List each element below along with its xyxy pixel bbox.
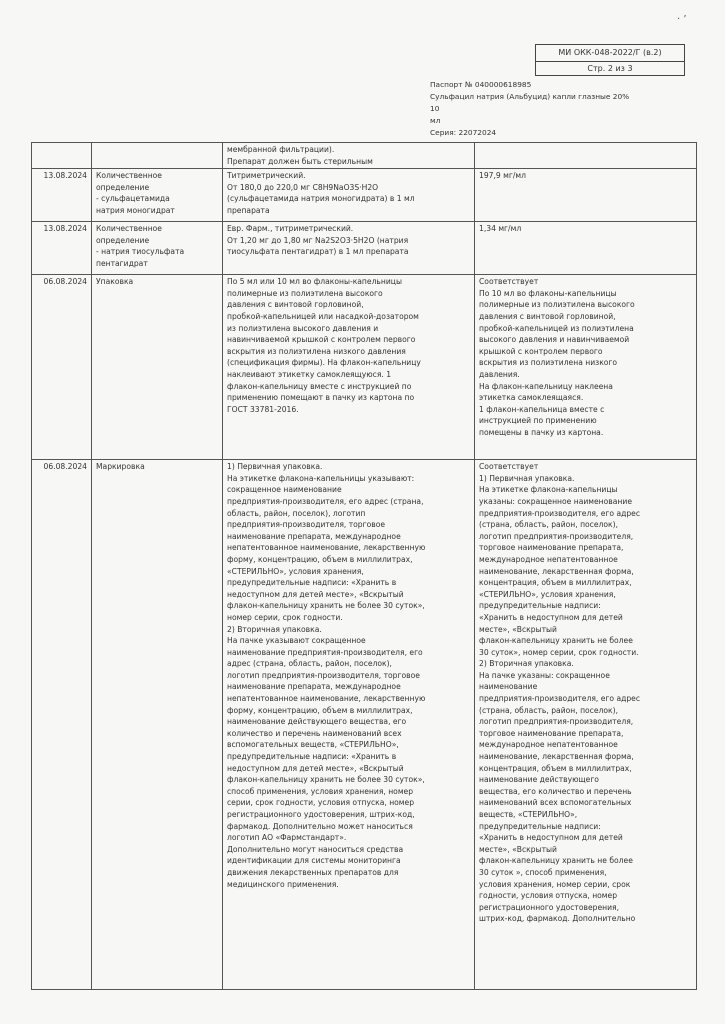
cell-text-line: На пачке указывают сокращенное (227, 636, 366, 646)
cell-text-line: предупредительные надписи: «Хранить в (227, 578, 397, 588)
cell-text-line: ГОСТ 33781-2016. (227, 404, 299, 414)
test-result (475, 222, 697, 275)
test-result (475, 169, 697, 222)
cell-text-line: определение (96, 235, 150, 245)
cell-text-line: Маркировка (96, 462, 145, 472)
cell-text-line: флакон-капельницу хранить не более 30 суток», (227, 775, 425, 785)
cell-text-line: (страна, область, район, поселок), (479, 520, 618, 530)
cell-text-line: помещены в пачку из картона. (479, 427, 604, 437)
table-row (32, 222, 697, 275)
cell-text-line: наименований всех вспомогательных (479, 798, 632, 808)
cell-text-line: мембранной фильтрации). (227, 145, 335, 154)
cell-text-line: флакон-капельницу хранить не более (479, 856, 633, 866)
cell-text-line: - сульфацетамида (96, 194, 170, 204)
cell-text-line: 2) Вторичная упаковка. (479, 659, 574, 669)
cell-text-line: месте», «Вскрытый (479, 844, 557, 854)
cell-text-line: Упаковка (96, 277, 134, 287)
cell-text-line: торговое наименование препарата, (479, 543, 624, 553)
test-date: 06.08.2024 (32, 460, 92, 990)
cell-text-line: инструкцией по применению (479, 416, 597, 426)
cell-text-line: движения лекарственных препаратов для (227, 867, 399, 877)
passport-header (430, 79, 630, 139)
cell-text-line: - натрия тиосульфата (96, 247, 185, 257)
cell-text-line: форму, концентрацию, объем в миллилитрах, (227, 705, 413, 715)
test-name (92, 222, 223, 275)
cell-text-line: вскрытия из полиэтилена низкого давления (227, 346, 406, 356)
cell-text-line: предприятия-производителя, его адрес (479, 694, 641, 704)
cell-text-line: непатентованное наименование, лекарственную (227, 543, 426, 553)
test-specification (223, 275, 475, 460)
cell-text-line: логотип предприятия-производителя, (479, 717, 634, 727)
cell-text-line: предупредительные надписи: (479, 821, 601, 831)
cell-text-line: «СТЕРИЛЬНО», условия хранения, (227, 566, 364, 576)
cell-text-line: месте», «Вскрытый (479, 624, 557, 634)
cell-text-line: предупредительные надписи: (479, 601, 601, 611)
cell-text-line: пентагидрат (96, 258, 148, 268)
cell-text-line: наименование, лекарственная форма, (479, 752, 634, 762)
cell-text-line: На пачке указаны: сокращенное (479, 670, 610, 680)
cell-text-line: «Хранить в недоступном для детей (479, 612, 623, 622)
cell-text-line: вещества, его количество и перечень (479, 786, 632, 796)
cell-text-line: логотип предприятия-производителя, (479, 531, 634, 541)
cell-text-line: навинчиваемой крышкой с контролем первого (227, 335, 416, 345)
cell-text-line: торговое наименование препарата, (479, 728, 624, 738)
cell-text-line: 30 суток », способ применения, (479, 867, 607, 877)
cell-text-line: крышкой с контролем первого (479, 346, 603, 356)
cell-text-line: наименование, лекарственная форма, (479, 566, 634, 576)
table-row (32, 460, 697, 990)
cell-text-line: штрих-код, фармакод. Дополнительно (479, 914, 636, 924)
cell-text-line: логотип АО «Фармстандарт». (227, 833, 347, 843)
table-row (32, 275, 697, 460)
cell-text-line: логотип предприятия-производителя, торговое (227, 670, 420, 680)
cell-text-line: 1 флакон-капельница вместе с (479, 404, 605, 414)
cell-text-line: «СТЕРИЛЬНО», условия хранения, (479, 589, 616, 599)
cell-text-line: Количественное (96, 224, 162, 234)
cell-text-line: непатентованное наименование, лекарственную (227, 694, 426, 704)
cell-text-line: указаны: сокращенное наименование (479, 496, 632, 506)
cell-text-line: применению помещают в пачку из картона по (227, 393, 415, 403)
cell-text-line: На этикетке флакона-капельницы (479, 485, 618, 495)
document-code-box (535, 44, 685, 76)
page-number: Стр. 2 из 3 (587, 64, 633, 73)
cell-text-line: предприятия-производителя, его адрес (страна, (227, 496, 424, 506)
cell-text-line: 1,34 мг/мл (479, 224, 522, 234)
cell-text-line: недоступном для детей месте», «Вскрытый (227, 589, 404, 599)
cell-text-line: Соответствует (479, 462, 539, 472)
test-specification (223, 222, 475, 275)
document-code: МИ ОКК-048-2022/Г (в.2) (536, 45, 684, 62)
cell-text-line: 197,9 мг/мл (479, 171, 527, 181)
cell-text-line: 2) Вторичная упаковка. (227, 624, 322, 634)
cell-text-line: флакон-капельницу вместе с инструкцией по (227, 381, 412, 391)
test-name (92, 169, 223, 222)
cell-text-line: наименование предприятия-производителя, его (227, 647, 423, 657)
cell-text-line: По 10 мл во флаконы-капельницы (479, 288, 617, 298)
cell-text-line: адрес (страна, область, район, поселок), (227, 659, 392, 669)
cell-text-line: вспомогательных веществ, «СТЕРИЛЬНО», (227, 740, 399, 750)
cell-text-line: (сульфацетамида натрия моногидрата) в 1 мл (227, 194, 415, 204)
cell-text-line: давления с винтовой горловиной, (227, 300, 364, 310)
cell-text-line: тиосульфата пентагидрат) в 1 мл препарата (227, 247, 409, 257)
cell-text-line: вскрытия из полиэтилена низкого (479, 358, 618, 368)
cell-text-line: По 5 мл или 10 мл во флаконы-капельницы (227, 277, 402, 287)
cell-text-line: На этикетке флакона-капельницы указывают: (227, 473, 415, 483)
cell-text-line: наклеивают этикетку самоклеящуюся. 1 (227, 369, 392, 379)
cell-text-line: международное непатентованное (479, 554, 618, 564)
test-date: 06.08.2024 (32, 275, 92, 460)
cell-text-line: идентификации для системы мониторинга (227, 856, 401, 866)
test-specification (223, 143, 475, 169)
cell-text-line: медицинского применения. (227, 879, 339, 889)
cell-text-line: наименование (479, 682, 538, 692)
cell-text-line: из полиэтилена высокого давления и (227, 323, 379, 333)
cell-text-line: высокого давления и навинчиваемой (479, 335, 630, 345)
cell-text-line: номер серии, срок годности. (227, 612, 343, 622)
cell-text-line: Титриметрический. (227, 171, 306, 181)
product-name-line-1: Сульфацил натрия (Альбуцид) капли глазные 20% 10 (430, 92, 630, 113)
cell-text-line: препарата (227, 205, 270, 215)
cell-text-line: 30 суток», номер серии, срок годности. (479, 647, 639, 657)
cell-text-line: регистрационного удостоверения, (479, 902, 620, 912)
test-specification (223, 169, 475, 222)
analysis-table (31, 142, 697, 990)
cell-text-line: (страна, область, район, поселок), (479, 705, 618, 715)
cell-text-line: полимерные из полиэтилена высокого (227, 288, 383, 298)
cell-text-line: наименование препарата, международное (227, 531, 401, 541)
cell-text-line: пробкой-капельницей или насадкой-дозатором (227, 311, 419, 321)
cell-text-line: 1) Первичная упаковка. (227, 462, 323, 472)
corner-pen-mark: · ’ (677, 14, 687, 25)
cell-text-line: способ применения, условия хранения, номер (227, 786, 414, 796)
product-name-line-2: мл (430, 116, 441, 125)
cell-text-line: фармакод. Дополнительно может наноситься (227, 821, 413, 831)
cell-text-line: концентрация, объем в миллилитрах, (479, 763, 632, 773)
cell-text-line: пробкой-капельницей из полиэтилена (479, 323, 634, 333)
table-row (32, 169, 697, 222)
table-row (32, 143, 697, 169)
cell-text-line: область, район, поселок), логотип (227, 508, 366, 518)
cell-text-line: флакон-капельницу хранить не более 30 суток», (227, 601, 425, 611)
cell-text-line: Количественное (96, 171, 162, 181)
test-result (475, 275, 697, 460)
test-name (92, 460, 223, 990)
cell-text-line: серии, срок годности, условия отпуска, номер (227, 798, 415, 808)
test-result (475, 143, 697, 169)
test-name (92, 275, 223, 460)
cell-text-line: международное непатентованное (479, 740, 618, 750)
cell-text-line: предприятия-производителя, торговое (227, 520, 386, 530)
cell-text-line: давления. (479, 369, 520, 379)
cell-text-line: концентрация, объем в миллилитрах, (479, 578, 632, 588)
cell-text-line: условия хранения, номер серии, срок (479, 879, 631, 889)
cell-text-line: недоступном для детей месте», «Вскрытый (227, 763, 404, 773)
cell-text-line: наименование препарата, международное (227, 682, 401, 692)
cell-text-line: количество и перечень наименований всех (227, 728, 402, 738)
cell-text-line: Препарат должен быть стерильным (227, 156, 373, 166)
test-date: 13.08.2024 (32, 169, 92, 222)
cell-text-line: определение (96, 182, 150, 192)
cell-text-line: веществ, «СТЕРИЛЬНО», (479, 810, 578, 819)
cell-text-line: давления с винтовой горловиной, (479, 311, 616, 321)
cell-text-line: сокращенное наименование (227, 485, 342, 495)
cell-text-line: натрия моногидрат (96, 205, 175, 215)
test-date (32, 143, 92, 169)
cell-text-line: От 1,20 мг до 1,80 мг Na2S2O3·5H2O (натрия (227, 235, 409, 245)
cell-text-line: полимерные из полиэтилена высокого (479, 300, 635, 310)
passport-number: Паспорт № 040000618985 (430, 80, 532, 89)
cell-text-line: наименование действующего вещества, его (227, 717, 407, 727)
cell-text-line: (спецификация фирмы). На флакон-капельницу (227, 358, 421, 368)
cell-text-line: форму, концентрацию, объем в миллилитрах, (227, 554, 413, 564)
cell-text-line: наименование действующего (479, 775, 599, 785)
cell-text-line: На флакон-капельницу наклеена (479, 381, 613, 391)
cell-text-line: Дополнительно могут наноситься средства (227, 844, 404, 854)
test-specification (223, 460, 475, 990)
cell-text-line: От 180,0 до 220,0 мг C8H9NaO3S·H2O (227, 182, 379, 192)
cell-text-line: Евр. Фарм., титриметрический. (227, 224, 354, 234)
cell-text-line: годности, условия отпуска, номер (479, 891, 618, 901)
cell-text-line: «Хранить в недоступном для детей (479, 833, 623, 843)
series-number: Серия: 22072024 (430, 128, 497, 137)
cell-text-line: этикетка самоклеящаяся. (479, 393, 584, 403)
cell-text-line: регистрационного удостоверения, штрих-код, (227, 810, 415, 819)
cell-text-line: флакон-капельницу хранить не более (479, 636, 633, 646)
test-result (475, 460, 697, 990)
cell-text-line: 1) Первичная упаковка. (479, 473, 575, 483)
cell-text-line: предупредительные надписи: «Хранить в (227, 752, 397, 762)
test-name (92, 143, 223, 169)
cell-text-line: Соответствует (479, 277, 539, 287)
test-date: 13.08.2024 (32, 222, 92, 275)
cell-text-line: предприятия-производителя, его адрес (479, 508, 641, 518)
